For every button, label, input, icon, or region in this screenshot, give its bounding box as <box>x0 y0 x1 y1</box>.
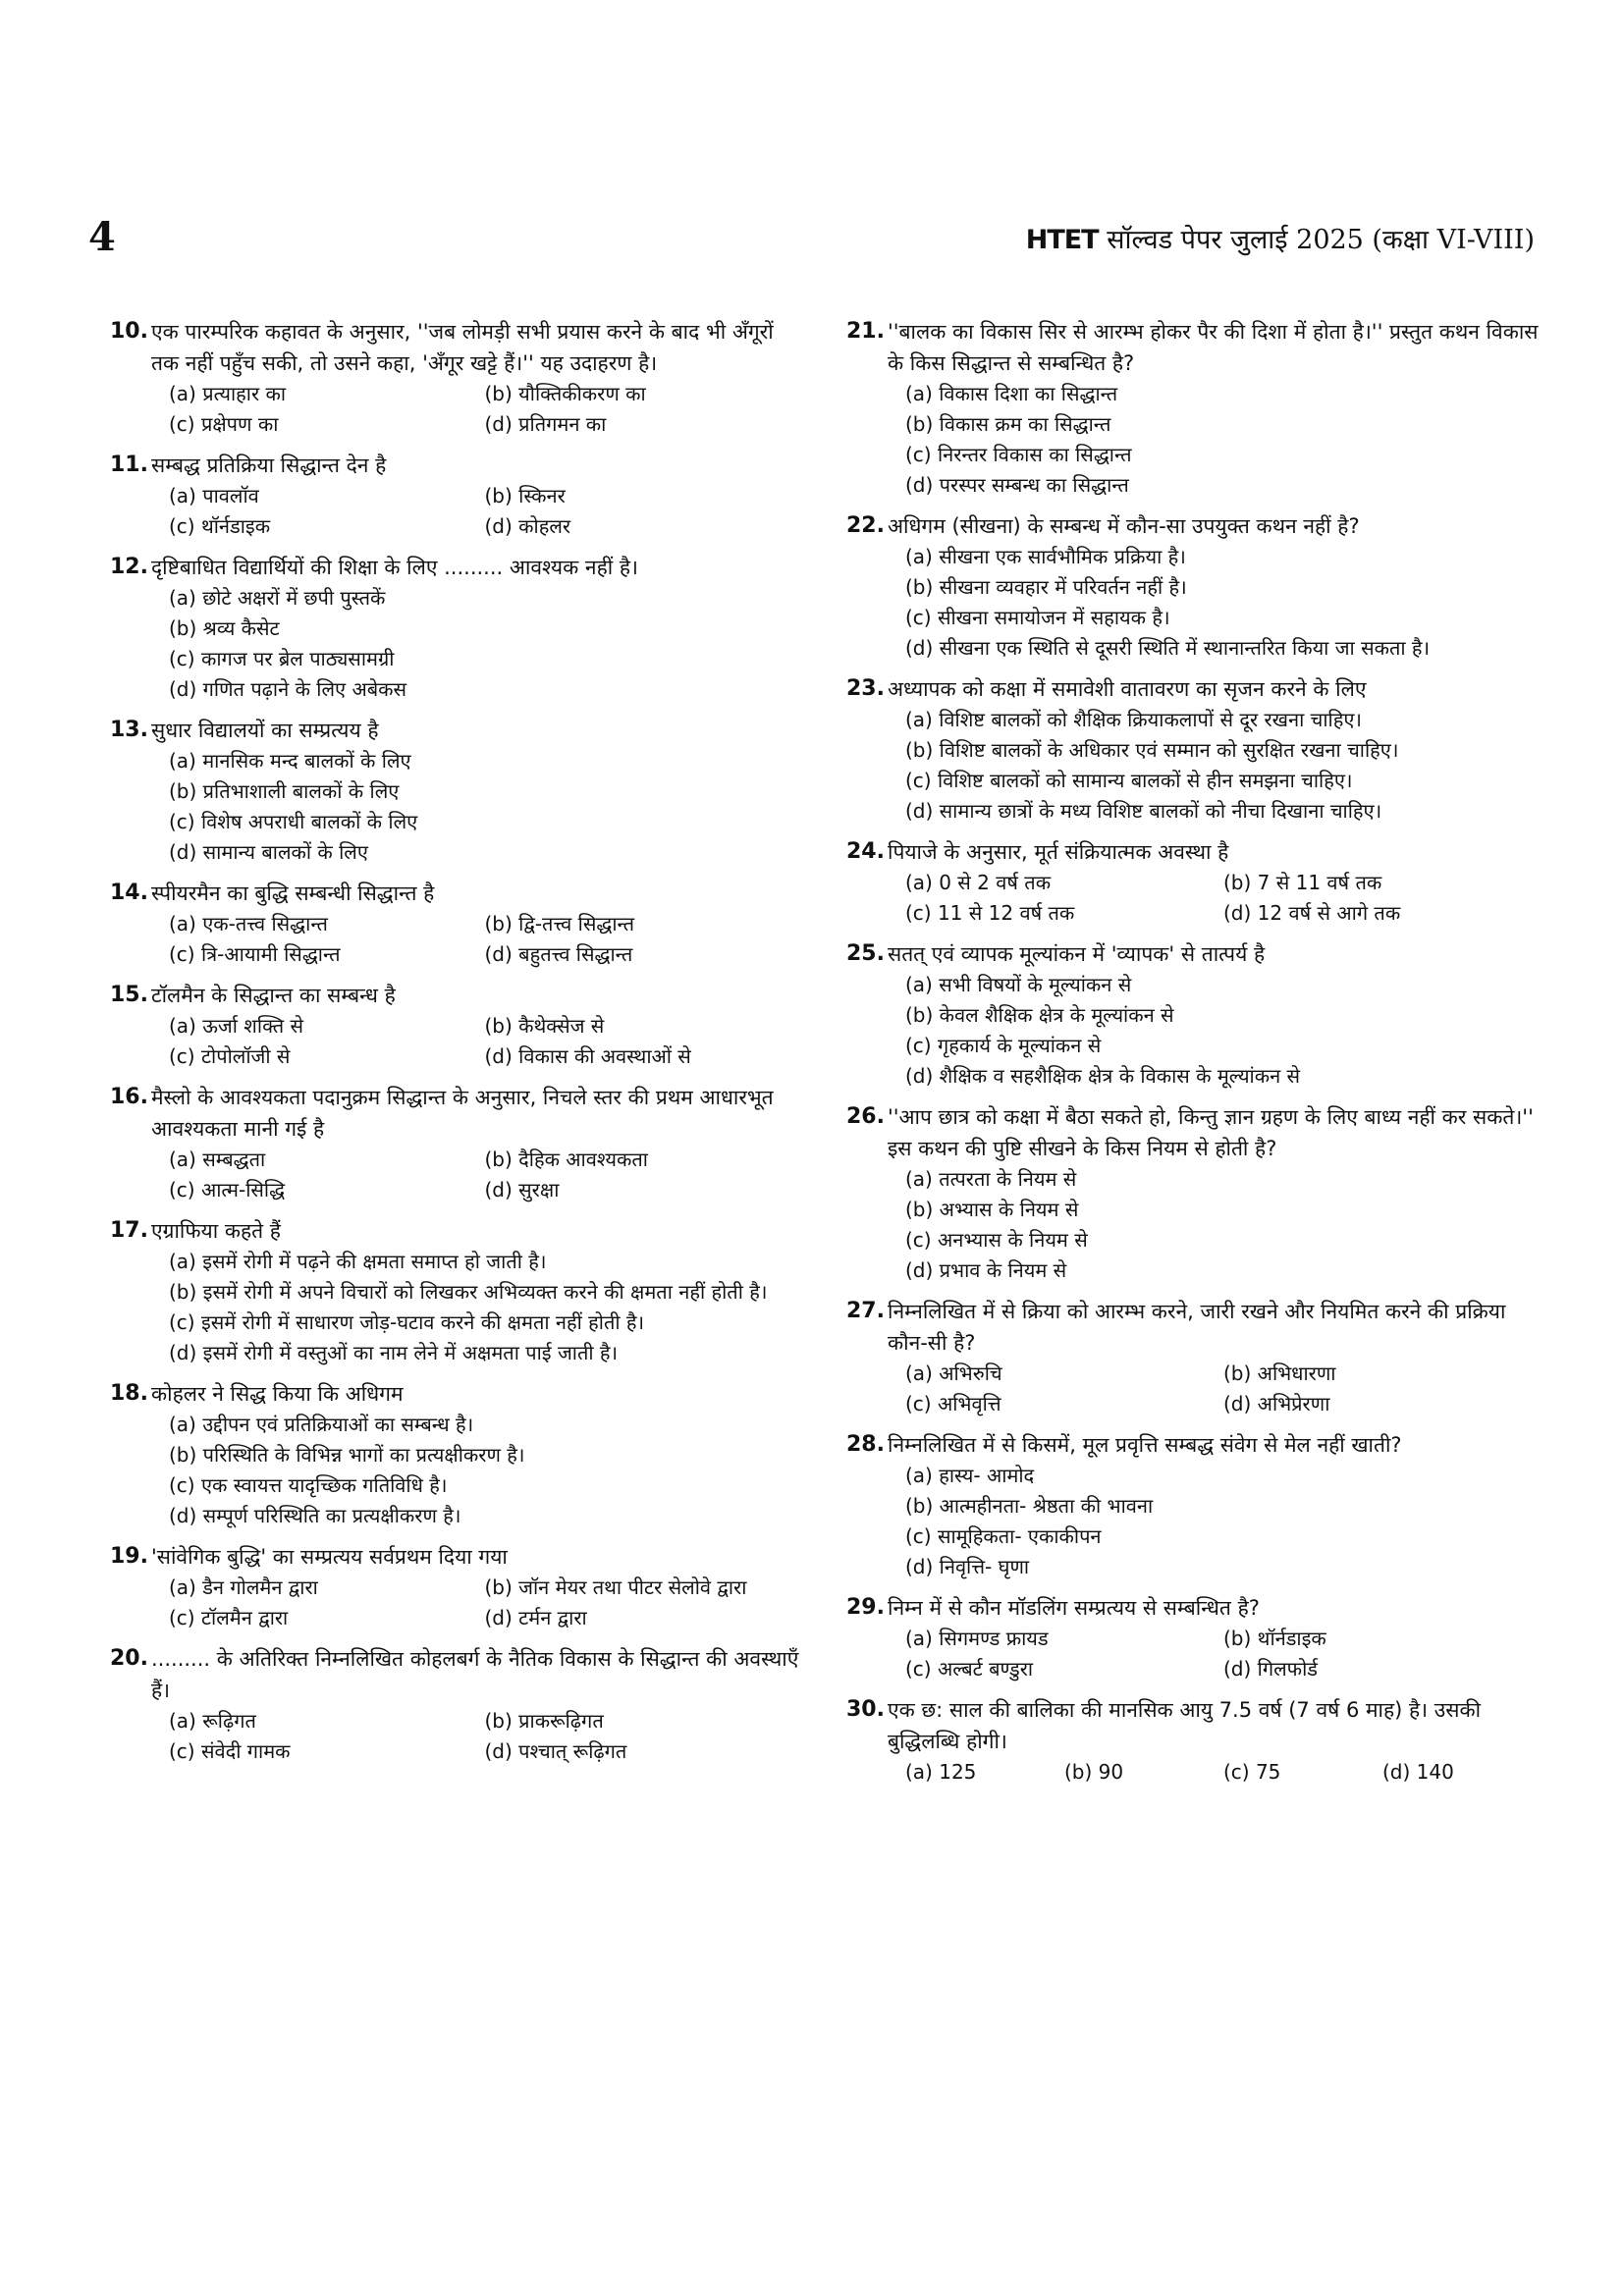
option-item: (d) परस्पर सम्बन्ध का सिद्धान्त <box>905 473 1129 497</box>
options-row <box>169 511 800 542</box>
option-item: (a) सम्बद्धता <box>169 1148 266 1171</box>
options-list <box>118 909 800 970</box>
question-item <box>110 980 800 1072</box>
option-item: (d) विकास की अवस्थाओं से <box>484 1044 691 1068</box>
options-row <box>169 909 800 939</box>
options-row <box>905 1491 1542 1522</box>
options-row <box>905 898 1542 929</box>
option-item: (c) विशिष्ट बालकों को सामान्य बालकों से हीन समझना चाहिए। <box>905 769 1353 792</box>
options-row <box>905 735 1542 766</box>
question-number: 29. <box>846 1595 885 1620</box>
option-item: (d) सामान्य छात्रों के मध्य विशिष्ट बालकों को नीचा दिखाना चाहिए। <box>905 799 1382 823</box>
options-row <box>905 766 1542 796</box>
question-number: 30. <box>846 1697 885 1722</box>
question-number: 16. <box>110 1085 148 1109</box>
question-text: मैस्लो के आवश्यकता पदानुक्रम सिद्धान्त के अनुसार, निचले स्तर की प्रथम आधारभूत आवश्यकता मानी गई है <box>151 1086 774 1141</box>
question-text: निम्नलिखित में से किसमें, मूल प्रवृत्ति सम्बद्ध संवेग से मेल नहीं खाती? <box>888 1433 1402 1457</box>
question-stem <box>846 1694 1542 1757</box>
question-item <box>110 450 800 542</box>
options-list <box>854 1624 1542 1684</box>
options-list <box>118 1145 800 1205</box>
question-number: 14. <box>110 881 148 905</box>
options-list <box>854 705 1542 827</box>
options-list <box>118 1706 800 1767</box>
question-number: 12. <box>110 555 148 579</box>
question-number: 27. <box>846 1299 885 1323</box>
question-number: 19. <box>110 1544 148 1569</box>
options-row <box>905 868 1542 898</box>
question-text: स्पीयरमैन का बुद्धि सम्बन्धी सिद्धान्त है <box>151 881 435 905</box>
option-item: (b) केवल शैक्षिक क्षेत्र के मूल्यांकन से <box>905 1003 1174 1027</box>
question-text: एक छ: साल की बालिका की मानसिक आयु 7.5 वर्ष (7 वर्ष 6 माह) है। उसकी बुद्धिलब्धि होगी। <box>888 1698 1482 1753</box>
question-stem <box>110 1541 800 1573</box>
option-item: (a) प्रत्याहार का <box>169 382 287 405</box>
question-item <box>110 1215 800 1368</box>
options-row <box>169 1338 800 1368</box>
options-row <box>905 1654 1542 1684</box>
options-list <box>854 1164 1542 1286</box>
question-text: एग्राफिया कहते हैं <box>151 1219 281 1243</box>
options-row <box>169 837 800 868</box>
question-stem <box>846 1296 1542 1359</box>
option-item: (d) प्रभाव के नियम से <box>905 1258 1067 1282</box>
options-row <box>905 1225 1542 1255</box>
question-text: अध्यापक को कक्षा में समावेशी वातावरण का सृजन करने के लिए <box>888 677 1367 701</box>
options-row <box>905 633 1542 664</box>
options-row <box>169 1736 800 1767</box>
option-item: (d) 140 <box>1382 1760 1454 1784</box>
option-item: (d) कोहलर <box>484 514 571 538</box>
options-row <box>905 1624 1542 1654</box>
option-item: (b) 7 से 11 वर्ष तक <box>1223 871 1382 894</box>
options-list <box>118 379 800 440</box>
question-number: 21. <box>846 319 885 344</box>
question-number: 26. <box>846 1104 885 1129</box>
question-number: 13. <box>110 718 148 742</box>
options-list <box>118 1247 800 1368</box>
question-stem <box>110 1378 800 1410</box>
option-item: (b) थॉर्नडाइक <box>1223 1627 1326 1650</box>
options-row <box>169 1145 800 1175</box>
question-stem <box>846 938 1542 970</box>
options-row <box>905 1031 1542 1061</box>
option-item: (d) निवृत्ति- घृणा <box>905 1555 1030 1578</box>
option-item: (a) विकास दिशा का सिद्धान्त <box>905 382 1118 405</box>
options-row <box>169 1501 800 1531</box>
question-number: 10. <box>110 319 148 344</box>
option-item: (d) प्रतिगमन का <box>484 412 607 436</box>
left-column <box>110 316 800 1777</box>
option-item: (b) स्किनर <box>484 484 566 507</box>
options-row <box>905 542 1542 572</box>
option-item: (d) सीखना एक स्थिति से दूसरी स्थिति में स्थानान्तरित किया जा सकता है। <box>905 636 1431 660</box>
question-stem <box>846 836 1542 868</box>
options-row <box>905 1164 1542 1195</box>
option-item: (a) 0 से 2 वर्ष तक <box>905 871 1052 894</box>
option-item: (c) कागज पर ब्रेल पाठ्यसामग्री <box>169 647 395 670</box>
option-item: (a) सीखना एक सार्वभौमिक प्रक्रिया है। <box>905 545 1186 568</box>
options-list <box>854 379 1542 501</box>
question-stem <box>846 1592 1542 1624</box>
question-text: सतत् एवं व्यापक मूल्यांकन में 'व्यापक' से तात्पर्य है <box>888 942 1266 966</box>
question-number: 18. <box>110 1381 148 1406</box>
option-item: (d) टर्मन द्वारा <box>484 1606 587 1629</box>
question-item <box>846 1101 1542 1286</box>
options-row <box>169 1041 800 1072</box>
options-list <box>118 1011 800 1072</box>
question-stem <box>110 1643 800 1706</box>
options-row <box>905 1255 1542 1286</box>
option-item: (d) सामान्य बालकों के लिए <box>169 840 368 864</box>
option-item: (a) विशिष्ट बालकों को शैक्षिक क्रियाकलापों से दूर रखना चाहिए। <box>905 708 1362 731</box>
option-item: (b) दैहिक आवश्यकता <box>484 1148 648 1171</box>
question-text: पियाजे के अनुसार, मूर्त संक्रियात्मक अवस्था है <box>888 840 1229 864</box>
options-list <box>854 1757 1542 1788</box>
options-row <box>905 1061 1542 1092</box>
question-stem <box>846 510 1542 542</box>
options-row <box>169 1440 800 1470</box>
option-item: (c) टॉलमैन द्वारा <box>169 1606 289 1629</box>
options-row <box>905 1000 1542 1031</box>
option-item: (c) प्रक्षेपण का <box>169 412 279 436</box>
options-row <box>169 746 800 776</box>
options-row <box>169 807 800 837</box>
options-row <box>169 1175 800 1205</box>
option-item: (c) सीखना समायोजन में सहायक है। <box>905 606 1170 629</box>
options-row <box>905 1522 1542 1552</box>
options-row <box>905 379 1542 409</box>
option-item: (b) विशिष्ट बालकों के अधिकार एवं सम्मान को सुरक्षित रखना चाहिए। <box>905 738 1399 762</box>
question-text: 'सांवेगिक बुद्धि' का सम्प्रत्यय सर्वप्रथम दिया गया <box>151 1545 508 1569</box>
option-item: (d) गिलफोर्ड <box>1223 1657 1318 1681</box>
page-header <box>88 214 1535 273</box>
option-item: (c) एक स्वायत्त यादृच्छिक गतिविधि है। <box>169 1473 448 1497</box>
options-row <box>169 1011 800 1041</box>
option-item: (a) डैन गोलमैन द्वारा <box>169 1575 318 1599</box>
options-row <box>169 1603 800 1633</box>
question-number: 23. <box>846 676 885 701</box>
question-text: टॉलमैन के सिद्धान्त का सम्बन्ध है <box>151 984 396 1007</box>
question-text: कोहलर ने सिद्ध किया कि अधिगम <box>151 1382 404 1406</box>
question-number: 15. <box>110 983 148 1007</box>
option-item: (b) इसमें रोगी में अपने विचारों को लिखकर अभिव्यक्त करने की क्षमता नहीं होती है। <box>169 1280 768 1304</box>
options-row <box>169 1247 800 1277</box>
options-row <box>905 1195 1542 1225</box>
option-item: (d) पश्चात् रूढ़िगत <box>484 1739 627 1763</box>
right-column <box>846 316 1542 1797</box>
question-stem <box>110 1215 800 1247</box>
option-item: (b) प्राकरूढ़िगत <box>484 1709 604 1733</box>
question-stem <box>846 1101 1542 1164</box>
option-item: (c) सामूहिकता- एकाकीपन <box>905 1524 1102 1548</box>
option-item: (c) त्रि-आयामी सिद्धान्त <box>169 942 341 966</box>
question-item <box>846 510 1542 664</box>
options-row <box>169 674 800 705</box>
question-stem <box>110 1082 800 1145</box>
question-number: 20. <box>110 1646 148 1671</box>
options-row <box>169 1706 800 1736</box>
options-row <box>905 1359 1542 1389</box>
options-list <box>854 868 1542 929</box>
question-text: निम्न में से कौन मॉडलिंग सम्प्रत्यय से सम्बन्धित है? <box>888 1596 1260 1620</box>
question-stem <box>110 715 800 746</box>
question-number: 28. <box>846 1432 885 1457</box>
option-item: (a) सिगमण्ड फ्रायड <box>905 1627 1049 1650</box>
question-item <box>110 715 800 868</box>
question-stem <box>110 878 800 909</box>
question-stem <box>110 316 800 379</box>
option-item: (d) गणित पढ़ाने के लिए अबेकस <box>169 677 407 701</box>
question-stem <box>110 980 800 1011</box>
options-row <box>905 1461 1542 1491</box>
question-item <box>846 1694 1542 1788</box>
question-stem <box>110 552 800 583</box>
page-number: 4 <box>88 214 116 260</box>
question-number: 17. <box>110 1218 148 1243</box>
option-item: (d) इसमें रोगी में वस्तुओं का नाम लेने में अक्षमता पाई जाती है। <box>169 1341 619 1364</box>
options-row <box>905 470 1542 501</box>
options-row <box>905 440 1542 470</box>
question-item <box>110 1643 800 1767</box>
option-item: (d) 12 वर्ष से आगे तक <box>1223 901 1401 925</box>
option-item: (d) बहुतत्त्व सिद्धान्त <box>484 942 633 966</box>
book-title-brand: HTET <box>1025 225 1099 255</box>
question-stem <box>846 1429 1542 1461</box>
option-item: (a) छोटे अक्षरों में छपी पुस्तकें <box>169 586 386 610</box>
options-row <box>905 603 1542 633</box>
options-list <box>854 1359 1542 1419</box>
question-item <box>846 316 1542 501</box>
option-item: (c) संवेदी गामक <box>169 1739 291 1763</box>
options-row <box>905 970 1542 1000</box>
question-stem <box>110 450 800 481</box>
option-item: (a) एक-तत्त्व सिद्धान्त <box>169 912 328 935</box>
question-text: सम्बद्ध प्रतिक्रिया सिद्धान्त देन है <box>151 454 387 477</box>
options-row <box>169 379 800 409</box>
option-item: (a) इसमें रोगी में पढ़ने की क्षमता समाप्त हो जाती है। <box>169 1250 547 1273</box>
options-row <box>905 1552 1542 1582</box>
option-item: (b) द्वि-तत्त्व सिद्धान्त <box>484 912 635 935</box>
option-item: (b) यौक्तिकीकरण का <box>484 382 646 405</box>
options-list <box>118 583 800 705</box>
option-item: (a) उद्दीपन एवं प्रतिक्रियाओं का सम्बन्ध है। <box>169 1413 474 1436</box>
option-item: (b) अभिधारणा <box>1223 1362 1336 1385</box>
options-list <box>118 1410 800 1531</box>
option-item: (c) 11 से 12 वर्ष तक <box>905 901 1075 925</box>
question-text: सुधार विद्यालयों का सम्प्रत्यय है <box>151 719 379 742</box>
option-item: (c) टोपोलॉजी से <box>169 1044 291 1068</box>
question-item <box>846 1592 1542 1684</box>
option-item: (c) इसमें रोगी में साधारण जोड़-घटाव करने की क्षमता नहीं होती है। <box>169 1310 645 1334</box>
option-item: (b) 90 <box>1064 1760 1124 1784</box>
option-item: (a) 125 <box>905 1760 977 1784</box>
question-stem <box>846 673 1542 705</box>
question-item <box>110 1541 800 1633</box>
option-item: (c) निरन्तर विकास का सिद्धान्त <box>905 443 1132 466</box>
question-item <box>846 1296 1542 1419</box>
option-item: (a) हास्य- आमोद <box>905 1464 1035 1487</box>
option-item: (a) पावलॉव <box>169 484 259 507</box>
question-item <box>110 552 800 705</box>
options-row <box>905 1389 1542 1419</box>
question-text: एक पारम्परिक कहावत के अनुसार, ''जब लोमड़ी सभी प्रयास करने के बाद भी अँगूरों तक नहीं पहुँच सकी, तो उसने कहा, 'अँगूर खट्टे हैं।'' यह उदाहरण है। <box>151 320 774 375</box>
option-item: (c) विशेष अपराधी बालकों के लिए <box>169 810 418 833</box>
options-row <box>169 1410 800 1440</box>
options-row <box>169 614 800 644</box>
option-item: (b) जॉन मेयर तथा पीटर सेलोवे द्वारा <box>484 1575 747 1599</box>
question-number: 24. <box>846 839 885 864</box>
question-text: अधिगम (सीखना) के सम्बन्ध में कौन-सा उपयुक्त कथन नहीं है? <box>888 514 1360 538</box>
option-item: (a) रूढ़िगत <box>169 1709 256 1733</box>
option-item: (c) आत्म-सिद्धि <box>169 1178 286 1201</box>
options-list <box>118 1573 800 1633</box>
option-item: (b) विकास क्रम का सिद्धान्त <box>905 412 1111 436</box>
question-text: ''बालक का विकास सिर से आरम्भ होकर पैर की दिशा में होता है।'' प्रस्तुत कथन विकास के किस सिद्धान्त से सम्बन्धित है? <box>888 320 1539 375</box>
options-list <box>854 542 1542 664</box>
options-row <box>905 796 1542 827</box>
options-row <box>905 572 1542 603</box>
options-row <box>169 939 800 970</box>
option-item: (a) मानसिक मन्द बालकों के लिए <box>169 749 411 773</box>
question-item <box>846 673 1542 827</box>
option-item: (a) सभी विषयों के मूल्यांकन से <box>905 973 1132 996</box>
options-row <box>169 1277 800 1308</box>
options-row <box>905 705 1542 735</box>
options-row <box>905 409 1542 440</box>
question-item <box>846 1429 1542 1582</box>
question-item <box>846 836 1542 929</box>
option-item: (a) अभिरुचि <box>905 1362 1002 1385</box>
options-list <box>118 481 800 542</box>
options-list <box>854 1461 1542 1582</box>
option-item: (a) ऊर्जा शक्ति से <box>169 1014 304 1038</box>
option-item: (b) परिस्थिति के विभिन्न भागों का प्रत्यक्षीकरण है। <box>169 1443 525 1467</box>
options-row <box>169 1573 800 1603</box>
question-item <box>110 878 800 970</box>
option-item: (c) थॉर्नडाइक <box>169 514 271 538</box>
question-text: ''आप छात्र को कक्षा में बैठा सकते हो, किन्तु ज्ञान ग्रहण के लिए बाध्य नहीं कर सकते।'' इस कथन की पुष्टि सीखने के किस नियम से होती है? <box>888 1105 1534 1160</box>
option-item: (d) सम्पूर्ण परिस्थिति का प्रत्यक्षीकरण है। <box>169 1504 461 1527</box>
option-item: (a) तत्परता के नियम से <box>905 1167 1077 1191</box>
option-item: (d) सुरक्षा <box>484 1178 560 1201</box>
option-item: (c) गृहकार्य के मूल्यांकन से <box>905 1034 1102 1057</box>
option-item: (d) अभिप्रेरणा <box>1223 1392 1330 1415</box>
question-number: 11. <box>110 453 148 477</box>
options-row <box>169 1470 800 1501</box>
option-item: (c) अल्बर्ट बण्डुरा <box>905 1657 1034 1681</box>
option-item: (c) अनभ्यास के नियम से <box>905 1228 1088 1252</box>
option-item: (b) कैथेक्सेज से <box>484 1014 605 1038</box>
question-item <box>846 938 1542 1092</box>
options-row <box>169 776 800 807</box>
option-item: (c) अभिवृत्ति <box>905 1392 1001 1415</box>
options-row <box>169 1308 800 1338</box>
question-item <box>110 1082 800 1205</box>
question-text: दृष्टिबाधित विद्यार्थियों की शिक्षा के लिए ......... आवश्यक नहीं है। <box>151 556 638 579</box>
option-item: (b) सीखना व्यवहार में परिवर्तन नहीं है। <box>905 575 1187 599</box>
option-item: (b) अभ्यास के नियम से <box>905 1198 1079 1221</box>
question-stem <box>846 316 1542 379</box>
question-number: 22. <box>846 513 885 538</box>
option-item: (b) श्रव्य कैसेट <box>169 616 280 640</box>
options-row <box>905 1757 1542 1788</box>
book-title-rest: सॉल्वड पेपर जुलाई 2025 (कक्षा VI-VIII) <box>1107 225 1535 255</box>
options-row <box>169 409 800 440</box>
options-row <box>169 583 800 614</box>
options-list <box>854 970 1542 1092</box>
options-row <box>169 644 800 674</box>
option-item: (b) आत्महीनता- श्रेष्ठता की भावना <box>905 1494 1154 1518</box>
option-item: (d) शैक्षिक व सहशैक्षिक क्षेत्र के विकास के मूल्यांकन से <box>905 1064 1301 1088</box>
question-text: निम्नलिखित में से क्रिया को आरम्भ करने, जारी रखने और नियमित करने की प्रक्रिया कौन-सी है? <box>888 1300 1506 1355</box>
question-text: ......... के अतिरिक्त निम्नलिखित कोहलबर्ग के नैतिक विकास के सिद्धान्त की अवस्थाएँ हैं। <box>151 1647 799 1702</box>
book-title <box>1026 220 1535 256</box>
option-item: (c) 75 <box>1223 1760 1281 1784</box>
options-row <box>169 481 800 511</box>
option-item: (b) प्रतिभाशाली बालकों के लिए <box>169 779 400 803</box>
options-list <box>118 746 800 868</box>
question-number: 25. <box>846 941 885 966</box>
question-item <box>110 1378 800 1531</box>
question-item <box>110 316 800 440</box>
